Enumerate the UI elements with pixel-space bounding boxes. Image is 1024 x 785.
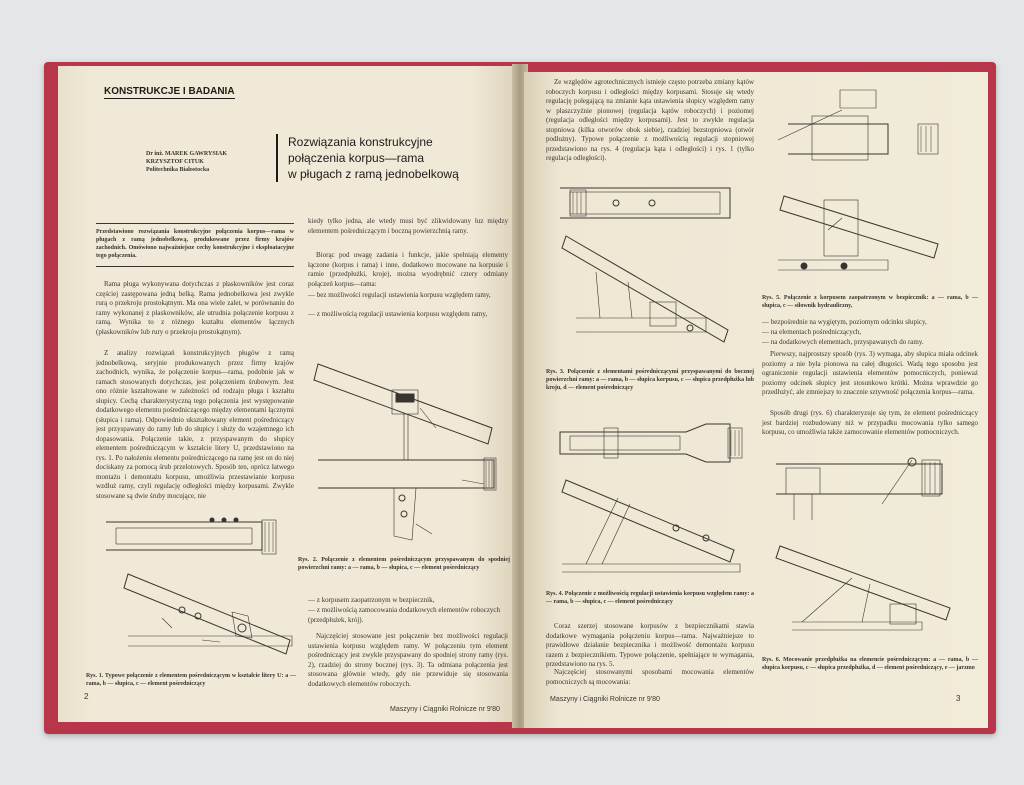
col2-paragraph-2: Biorąc pod uwagę zadania i funkcje, jakie spełniają elementy łączone (korpus i rama) i inne, dodatkowo mocowane na korpusie i ramie (przedpłużki, kroje), można wyodrębnić cztery odmiany połączeń korpus—rama: [308, 251, 508, 288]
col2-list-item-3: — z korpusem zaopatrzonym w bezpiecznik, [308, 596, 435, 604]
figure-6-drawing [772, 454, 968, 654]
title-line-3: w pługach z ramą jednobelkową [288, 167, 459, 181]
title-line-1: Rozwiązania konstrukcyjne [288, 135, 433, 149]
left-page [58, 66, 516, 722]
figure-5-drawing [768, 88, 968, 288]
right-col1-paragraph-2: Coraz szerzej stosowane korpusów z bezpiecznikami stawia dodatkowe wymagania połączeniu korpus—rama. Najważniejsze to prawidłowe działanie bezpiecznika i możliwość demontażu korpusu razem z bezpiecznikiem. Typowe połączenie, spełniające te wymagania, przedstawiono na rys. 5. [546, 622, 754, 668]
figure-6-caption: Rys. 6. Mocowanie przedpłużka na elemencie pośredniczącym: a — rama, b — słupica korpusu, c — słupica przedpłużka, d — element pośredniczący, e — jarzmo [762, 657, 978, 671]
right-col2-list-item-2: — na elementach pośredniczących, [762, 328, 862, 336]
abstract: Przedstawiono rozwiązania konstrukcyjne połączenia korpus—rama w pługach z ramą jednobelkową, produkowane przez firmy krajów zachodnich. Omówiono najważniejsze cechy konstrukcyjne i eksploatacyjne tego połączenia. [96, 229, 294, 259]
col1-paragraph-2: Z analizy rozwiązań konstrukcyjnych pługów z ramą jednobelkową, seryjnie produkowanych przez firmy krajów zachodnich, wynika, że połączenie korpus—rama, podobnie jak w ramach stosowanych dotychczas, jest połączeniem śrubowym. Jest ono różnie kształtowane w zależności od rodzaju pługa i kształtu słupicy. Cechą charakterystyczną tego połączenia jest występowanie dodatkowego elementu pośredniczącego między elementami łącznymi (słupica i rama). Odpowiednio ukształtowany element pośredniczący jest przyspawany do ramy lub do słupicy i służy do wzajemnego ich dopasowania. Połączenie takie, z przyspawanym do słupicy elementem pośredniczącym w kształcie litery U, przedstawiono na rys. 1. Po nałożeniu elementu pośredniczącego na ramę jest on do niej dociskany za pomocą śrub przelotowych. Sposób ten, oprócz łatwego montażu i demontażu korpusu, umożliwia przestawianie korpusu wzdłuż ramy, czyli regulację odległości między korpusami. Zwykle stosowane są dwie śruby mocujące, nie [96, 349, 294, 500]
right-page [524, 72, 988, 728]
page-number-left: 2 [84, 692, 89, 701]
author-2: KRZYSZTOF CITUK [146, 159, 204, 165]
title-line-2: połączenia korpus—rama [288, 151, 425, 165]
right-col1-paragraph-3: Najczęściej stosowanymi sposobami mocowania elementów pomocniczych są mocowania: [546, 668, 754, 686]
right-col2-list-item-1: — bezpośrednie na wygiętym, poziomym odcinku słupicy, [762, 318, 927, 326]
col2-list-item-1: — bez możliwości regulacji ustawienia korpusu względem ramy, [308, 291, 491, 299]
col2-paragraph-3: Najczęściej stosowane jest połączenie bez możliwości regulacji ustawienia korpusu względem ramy. W połączeniu tym element pośredniczący jest zwykle przyspawany do spodniej strony ramy (rys. 2), rzadziej do strony bocznej (rys. 3). Ta odmiana połączenia jest stosowana głównie wtedy, gdy nie przewiduje się stosowania dodatkowych elementów roboczych. [308, 632, 508, 688]
col1-paragraph-1: Rama pługa wykonywana dotychczas z płaskowników jest coraz częściej zastępowana jedną belką. Rama jednobelkowa jest zwykle rurą o przekroju prostokątnym. Ma ona wiele zalet, w porównaniu do ramy wykonanej z płaskowników, ale utrudnia połączenie korpusu z ramą. Wynika to z różnego kształtu elementów łącznych (płaskowników lub rury o przekroju prostokątnym). [96, 280, 294, 336]
col2-list-item-2: — z możliwością regulacji ustawienia korpusu względem ramy, [308, 310, 488, 318]
footer-right: Maszyny i Ciągniki Rolnicze nr 9'80 [550, 696, 660, 703]
affiliation: Politechnika Białostocka [146, 167, 210, 173]
abstract-rule-bottom [96, 266, 294, 267]
figure-4-caption: Rys. 4. Połączenie z możliwością regulacji ustawienia korpusu względem ramy: a — rama, b — słupica, c — element pośredniczący [546, 591, 754, 605]
figure-1-caption: Rys. 1. Typowe połączenie z elementem pośredniczącym w kształcie litery U: a — rama, b — słupica, c — element pośredniczący [86, 673, 296, 687]
abstract-rule-top [96, 223, 294, 224]
col2-list-item-4: — z możliwością zamocowania dodatkowych elementów roboczych (przedpłużek, krój). [308, 606, 501, 624]
figure-1-drawing [102, 518, 302, 668]
section-header: KONSTRUKCJE I BADANIA [104, 86, 235, 97]
right-col2-paragraph-2: Sposób drugi (rys. 6) charakteryzuje się tym, że element pośredniczący jest bardziej rozbudowany niż w przypadku mocowania tylko samego korpusu, co umożliwia także zamocowanie elementów pomocniczych. [762, 409, 978, 436]
author-1: Dr inż. MAREK GAWRYSIAK [146, 151, 228, 157]
page-number-right: 3 [956, 694, 961, 703]
right-col2-list-item-3: — na dodatkowych elementach, przyspawanych do ramy. [762, 338, 924, 346]
figure-2-caption: Rys. 2. Połączenie z elementem pośredniczącym przyspawanym do spodniej powierzchni ramy: a — rama, b — słupica, c — element pośredniczący [298, 557, 510, 571]
figure-3-caption: Rys. 3. Połączenie z elementami pośredniczącymi przyspawanymi do bocznej powierzchni ramy: a — rama, b — słupica korpusu, c — słupica przedpłużka lub kroju, d — element pośredniczący [546, 369, 754, 391]
figure-4-drawing [556, 424, 756, 584]
col2-paragraph-1: kiedy tylko jedna, ale wtedy musi być zlikwidowany luz między elementem pośredniczącym i boczną powierzchnią ramy. [308, 217, 508, 235]
right-col2-paragraph-1: Pierwszy, najprostszy sposób (rys. 3) wymaga, aby słupica miała odcinek poziomy a nie była pionowa na całej długości. Wadą tego sposobu jest ograniczenie regulacji ustawienia elementów pomocniczych, ponieważ poziomy odcinek słupicy jest stosunkowo krótki. Można wprawdzie go przedłużyć, ale zmniejszy to znacznie sztywność połączenia korpus—rama. [762, 350, 978, 396]
footer-left: Maszyny i Ciągniki Rolnicze nr 9'80 [390, 706, 500, 713]
figure-2-drawing [308, 348, 508, 548]
right-col1-paragraph-1: Ze względów agrotechnicznych istnieje często potrzeba zmiany kątów roboczych korpusu i odległości między korpusami. Stosuje się wtedy regulację polegającą na zmianie kąta ustawienia słupicy względem ramy w płaszczyźnie pionowej (regulacja kątów roboczych) i poziomej (regulacja odległości między korpusami). Jest to zwykle regulacja stopniowa (kilka otworów obok siebie), rzadziej bezstopniowa (otwór podłużny). Typowe połączenie z możliwością regulacji stopniowej przedstawiono na rys. 4 (regulacja kąta i odległości) i rys. 1 (tylko regulacja odległości). [546, 78, 754, 162]
article-title [276, 134, 459, 182]
figure-3-drawing [556, 182, 756, 352]
figure-5-caption: Rys. 5. Połączenie z korpusem zaopatrzonym w bezpiecznik: a — rama, b — słupica, c — siłownik hydrauliczny, [762, 295, 978, 309]
